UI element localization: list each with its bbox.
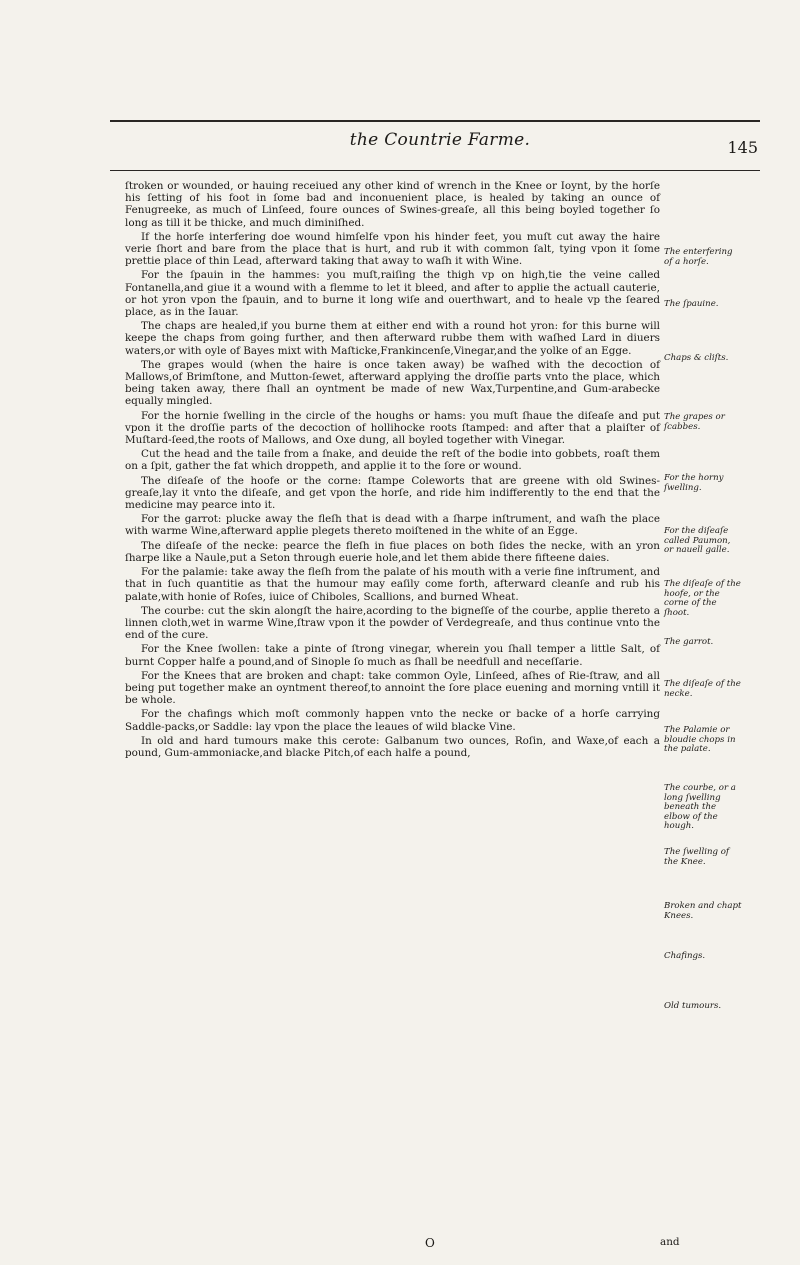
paragraph: The courbe: cut the skin alongſt the haire,acording to the bigneſſe of the courbe, applie thereto a linnen cloth,wet in warme Wine,ſtraw vpon it the powder of Verdegreaſe, and thus continue vnto the end of the cure. <box>125 604 660 642</box>
margin-note: The ſwelling of the Knee. <box>664 847 730 867</box>
header-rule <box>110 170 760 171</box>
margin-note: For the horny ſwelling. <box>664 473 724 493</box>
paragraph: The diſeaſe of the necke: pearce the fleſh in fiue places on both ſides the necke, with an yron ſharpe like a Naule,put a Seton through euerie hole,and let them abide there fifteene daies. <box>125 539 660 564</box>
paragraph: For the hornie ſwelling in the circle of the houghs or hams: you muſt ſhaue the diſeaſe and put vpon it the droſſie parts of the decoction of hollihocke roots ſtamped: and after that a plaiſter of Muſtard-ſeed,the roots of Mallows, and Oxe dung, all boyled together with Vinegar. <box>125 409 660 447</box>
paragraph: In old and hard tumours make this cerote: Galbanum two ounces, Roſin, and Waxe,of each a pound, Gum-ammoniacke,and blacke Pitch,of each halfe a pound, <box>125 734 660 759</box>
margin-note: The courbe, or a long ſwelling beneath the elbow of the hough. <box>664 783 736 832</box>
page-number: 145 <box>727 138 758 157</box>
running-title: the Countrie Farme. <box>349 130 531 150</box>
paragraph: For the ſpauin in the hammes: you muſt,raiſing the thigh vp on high,tie the veine called Fontanella,and giue it a wound with a flemme to let it bleed, and after to applie the actuall cauterie, or hot yron vpon the ſpauin, and to burne it long wiſe and ouerthwart, and to heale vp the ſeared place, as in the Iauar. <box>125 269 660 319</box>
paragraph: ſtroken or wounded, or hauing receiued any other kind of wrench in the Knee or Ioynt, by the horſe his ſetting of his foot in ſome bad and inconuenient place, is healed by taking an ounce of Fenugreeke, as much of Linſeed, foure ounces of Swines-greaſe, all this being boyled together ſo long as till it be thicke, and much diminiſhed. <box>125 180 660 229</box>
margin-note: The garrot. <box>664 637 714 647</box>
paragraph: For the Knees that are broken and chapt: take common Oyle, Linſeed, aſhes of Rie-ſtraw, and all being put together make an oyntment thereof,to annoint the ſore place euening and morning vntill it be whole. <box>125 669 660 707</box>
margin-note: For the diſeaſe called Paumon, or nauell galle. <box>664 526 731 556</box>
body-text <box>125 180 660 761</box>
margin-note: Broken and chapt Knees. <box>664 901 742 921</box>
margin-note: The diſeaſe of the hoofe, or the corne of the ſhoot. <box>664 579 741 618</box>
margin-note: Chafings. <box>664 951 706 961</box>
margin-note: Old tumours. <box>664 1001 722 1011</box>
signature-mark: O <box>425 1236 435 1250</box>
margin-note: The grapes or ſcabbes. <box>664 412 725 432</box>
page-footer <box>125 1236 680 1252</box>
margin-note: The enterfering of a horſe. <box>664 247 733 267</box>
page-header <box>110 130 770 166</box>
paragraph: For the chafings which moſt commonly happen vnto the necke or backe of a horſe carrying Saddle-packs,or Saddle: lay vpon the place the leaues of wild blacke Vine. <box>125 708 660 733</box>
margin-note: The ſpauine. <box>664 299 719 309</box>
paragraph: If the horſe interfering doe wound himſelfe vpon his hinder feet, you muſt cut away the haire verie ſhort and bare from the place that is hurt, and rub it with common ſalt, tying vpon it ſome prettie place of thin Lead, afterward taking that away to waſh it with Wine. <box>125 230 660 268</box>
paragraph: For the palamie: take away the fleſh from the palate of his mouth with a verie fine inſtrument, and that in ſuch quantitie as that the humour may eaſily come forth, afterward cleanſe and rub his palate,with honie of Roſes, iuice of Chiboles, Scallions, and burned Wheat. <box>125 566 660 603</box>
paragraph: For the Knee ſwollen: take a pinte of ſtrong vinegar, wherein you ſhall temper a little Salt, of burnt Copper halfe a pound,and of Sinople ſo much as ſhall be needfull and neceſſarie. <box>125 643 660 668</box>
paragraph: The grapes would (when the haire is once taken away) be waſhed with the decoction of Mallows,of Brimſtone, and Mutton-ſewet, afterward applying the droſſie parts vnto the place, which being taken away, there ſhall an oyntment be made of new Wax,Turpentine,and Gum-arabecke equally mingled. <box>125 358 660 408</box>
paragraph: The chaps are healed,if you burne them at either end with a round hot yron: for this burne will keepe the chaps from going further, and then afterward rubbe them with waſhed Lard in diuers waters,or with oyle of Bayes mixt with Maſticke,Frankincenſe,Vinegar,and the yolke of an Egge. <box>125 320 660 357</box>
paragraph: Cut the head and the taile from a ſnake, and deuide the reſt of the bodie into gobbets, roaſt them on a ſpit, gather the fat which droppeth, and applie it to the ſore or wound. <box>125 448 660 473</box>
paragraph: For the garrot: plucke away the fleſh that is dead with a ſharpe inſtrument, and waſh the place with warme Wine,afterward applie plegets thereto moiſtened in the white of an Egge. <box>125 513 660 538</box>
paragraph: The diſeaſe of the hoofe or the corne: ſtampe Coleworts that are greene with old Swines-greaſe,lay it vnto the diſeaſe, and get vpon the horſe, and ride him indifferently to the end that the medicine may pearce into it. <box>125 474 660 512</box>
margin-note: The diſeaſe of the necke. <box>664 679 741 699</box>
margin-note: The Palamie or bloudie chops in the palate. <box>664 725 736 755</box>
top-rule <box>110 120 760 122</box>
margin-note: Chaps & cliſts. <box>664 353 729 363</box>
catchword: and <box>660 1236 680 1248</box>
